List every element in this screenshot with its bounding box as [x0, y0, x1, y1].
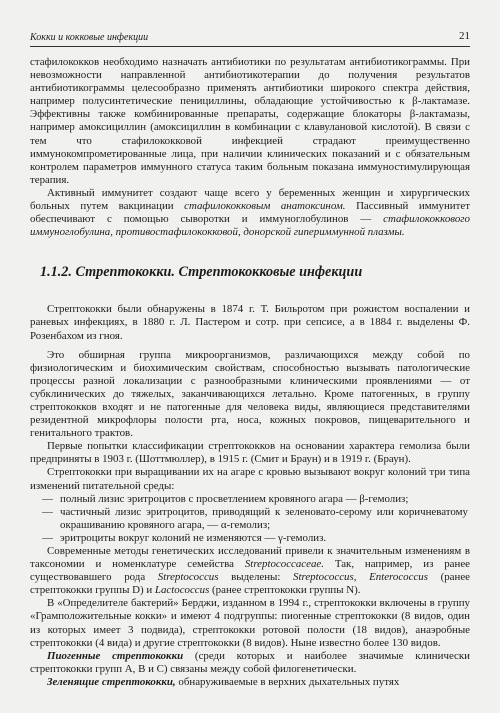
list-item: — полный лизис эритроцитов с просветлением кровяного агара — β-гемолиз;	[30, 493, 470, 506]
paragraph: стафилококков необходимо назначать антибиотики по результатам антибиотикограммы. При невозможности направленной антибиотикотерапии до получения результатов антибиотикограммы целесообразно применять антибиотики широкого спектра действия, например полусинтетические пенициллины, обладающие устойчивостью к β-лактамазе. Эффективны также комбинированные препараты, содержащие блокаторы β-лактамазы, например амоксициллин (амоксициллин в комбинации с клавулановой кислотой). В связи с тем что стафилококковой инфекцией страдают преимущественно иммунокомпрометированные лица, при наличии клинических показаний и с обязательным контролем параметров иммунного статуса таким больным показана иммуностимулирующая терапия.	[30, 56, 470, 186]
page-body	[30, 56, 470, 689]
page-number: 21	[459, 30, 470, 42]
italic-term: Lactococcus	[154, 584, 210, 597]
bold-italic-term: Пиогенные стрептококки	[47, 649, 184, 662]
paragraph: Активный иммунитет создают чаще всего у беременных женщин и хирургических больных путем вакцинации стафилококковым анатоксином. Пассивный иммунитет обеспечивают с помощью сыворотки и иммуноглобулинов — стафилококкового иммуноглобулина, противостафилококковой, донорской гипериммунной плазмы.	[30, 186, 470, 239]
paragraph: Стрептококки были обнаружены в 1874 г. Т. Бильротом при рожистом воспалении и раневых инфекциях, в 1880 г. Л. Пастером и сотр. при сепсисе, а в 1884 г. выделены Ф. Розенбахом из гноя.	[30, 303, 470, 342]
paragraph: Зеленящие стрептококки, обнаруживаемые в верхних дыхательных путях	[47, 675, 400, 688]
running-title: Кокки и кокковые инфекции	[30, 32, 149, 43]
hemolysis-list	[30, 493, 470, 545]
paragraph: Современные методы генетических исследований привели к значительным изменениям в таксономии и номенклатуре семейства Streptococcaceae. Так, например, из ранее существовавшего рода Streptococcus выделены: Streptococcus, Enterococcus (ранее стрептококки группы D) и Lactococcus (ранее стрептококки группы N).	[30, 545, 471, 597]
bold-italic-term: Зеленящие стрептококки,	[47, 675, 176, 688]
list-item: — частичный лизис эритроцитов, приводящий к зеленовато-серому или коричневатому окрашиванию кровяного агара, — α-гемолиз;	[30, 506, 470, 532]
section-heading: 1.1.2. Стрептококки. Стрептококковые инфекции	[40, 264, 363, 281]
paragraph: Это обширная группа микроорганизмов, различающихся между собой по физиологическим и биохимическим свойствам, способностью вызывать патологические процессы разной локализации с разнообразными клиническими проявлениями — от субклинических до тяжелых, заканчивающихся летально. Кроме патогенных, в группу стрептококков входят и не патогенные для человека виды, являющиеся представителями резидентной микрофлоры полости рта, носа, кожных покровов, пищеварительного и генитального трактов.	[30, 348, 470, 440]
paragraph: Пиогенные стрептококки (среди которых и наиболее значимые клинически стрептококки групп А, В и С) связаны между собой филогенетически.	[30, 649, 470, 675]
italic-term: стафилококковым анатоксином.	[184, 200, 346, 213]
paragraph: Стрептококки при выращивании их на агаре с кровью вызывают вокруг колоний три типа изменений питательной среды:	[30, 466, 470, 492]
paragraph: Первые попытки классификации стрептококков на основании характера гемолиза были предприняты в 1903 г. (Шоттмюллер), в 1915 г. (Смит и Браун) и в 1919 г. (Браун).	[30, 440, 470, 466]
italic-term: Streptococcus	[157, 571, 219, 584]
italic-term: Streptococcus, Enterococcus	[293, 571, 428, 584]
list-item: — эритроциты вокруг колоний не изменяются — γ-гемолиз.	[30, 532, 470, 545]
italic-term: стафилококкового иммуноглобулина, противостафилококковой, донорской гипериммунной плазмы.	[30, 213, 470, 239]
italic-term: Streptococcaceae.	[244, 558, 324, 571]
running-header	[30, 30, 470, 47]
paragraph: В «Определителе бактерий» Берджи, изданном в 1994 г., стрептококки включены в группу «Грамположительные кокки» и имеют 4 подгруппы: пиогенные стрептококки (8 видов, один из которых имеет 3 подвида), стрептококки ротовой полости (18 видов), анаэробные стрептококки (4 вида) и другие стрептококки (8 видов). Ныне известно более 130 видов.	[30, 597, 470, 649]
